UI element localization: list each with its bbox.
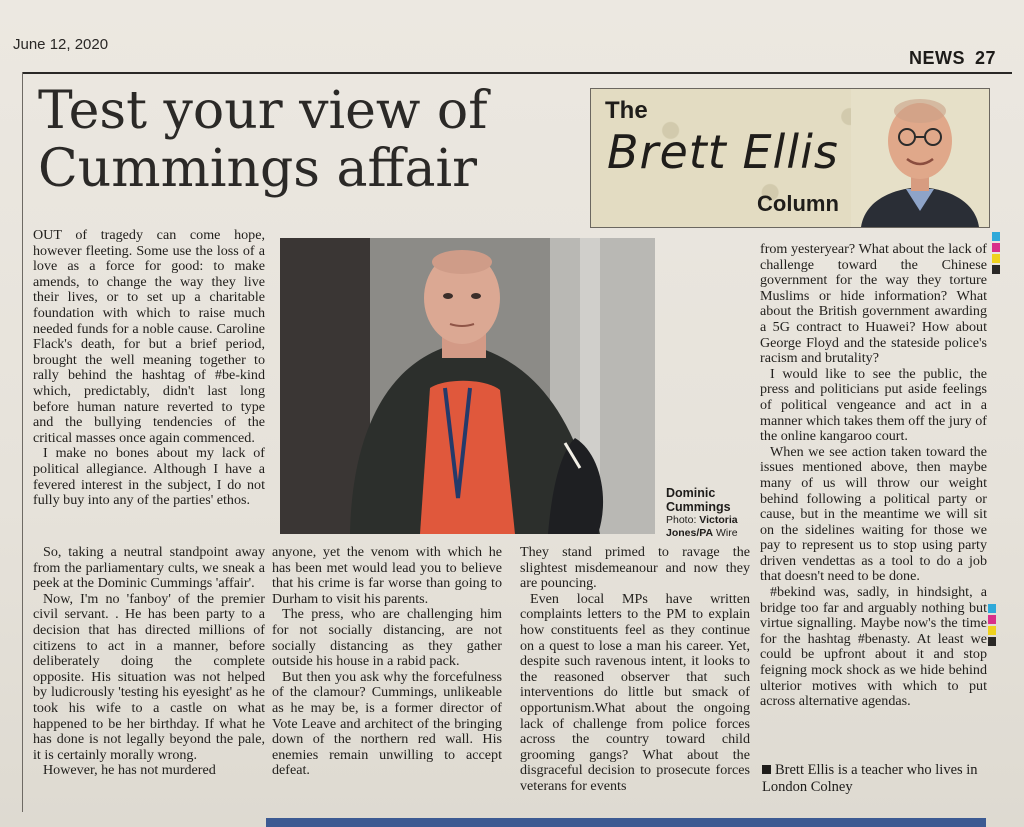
banner-columnist-name: Brett Ellis <box>607 125 839 179</box>
body-paragraph: I make no bones about my lack of political allegiance. Although I have a fevered interest in the subject, I do not fully buy into any of the parties' ethos. <box>33 445 265 509</box>
body-paragraph: anyone, yet the venom with which he has been met would lead you to believe that his crime is far worse than going to Durham to visit his parents. <box>272 544 502 607</box>
body-paragraph: But then you ask why the forcefulness of the clamour? Cummings, unlikeable as he may be, is a former director of Vote Leave and architect of the bringing down of the northern red wall. His enemies remain unwilling to accept defeat. <box>272 668 502 779</box>
next-article-bar <box>266 818 986 827</box>
body-column-2 <box>272 545 502 779</box>
body-column-1 <box>33 228 265 509</box>
columnist-portrait <box>851 89 989 227</box>
print-registration-marks <box>992 232 1000 276</box>
body-paragraph: So, taking a neutral standpoint away from the parliamentary cults, we sneak a peek at the Dominic Cummings 'affair'. <box>33 544 265 592</box>
credit-agency: Wire <box>716 527 738 539</box>
left-column-rule <box>22 72 23 812</box>
headline-line-1: Test your view of <box>38 81 488 141</box>
body-column-1-lower <box>33 545 265 779</box>
page-number: 27 <box>974 48 996 68</box>
body-paragraph: OUT of tragedy can come hope, however fleeting. Some use the loss of a love as a force for good: to make amends, to change the way they live their lives, or to set up a charitable foundation with which to raise much needed funds for a noble cause. Caroline Flack's death, for but a brief period, brought the well meaning together to rally behind the hashtag of #be-kind which, predictably, didn't last long before human nature reverted to type and the bullying tendencies of the critical masses once again commenced. <box>33 227 265 446</box>
credit-label: Photo: <box>666 514 697 526</box>
caption-name-line-1: Dominic <box>666 486 716 500</box>
section-header <box>909 48 996 69</box>
body-column-4 <box>760 242 987 710</box>
article-photo <box>280 238 655 534</box>
body-paragraph: from yesteryear? What about the lack of challenge toward the Chinese government for the way they torture Muslims or hide information? What about the British government awarding a 5G contract to Huawei? How about George Floyd and the stateside police's racism and brutality? <box>760 241 987 367</box>
credit-name: Victoria Jones/PA <box>666 514 738 539</box>
photo-caption <box>666 486 756 540</box>
body-paragraph: #bekind was, sadly, in hindsight, a bridge too far and arguably nothing but virtue signalling. Maybe now's the time for the hashtag #benasty. At least we could be upfront about it and stop feigning mock shock as we hide behind ulterior motives with which to put across alternative agendas. <box>760 584 987 710</box>
headline-line-2: Cummings affair <box>38 139 477 199</box>
body-paragraph: However, he has not murdered <box>43 762 216 779</box>
article-headline <box>38 82 558 198</box>
body-paragraph: Now, I'm no 'fanboy' of the premier civil servant. . He has been party to a decision that has directed millions of citizens to act in a manner, before deliberately doing the complete opposite. His situation was not helped by ludicrously 'testing his eyesight' as he took his wife to a castle on what happened to be her birthday. If what he has done is not legally beyond the pale, it is certainly morally wrong. <box>33 590 265 763</box>
section-name: NEWS <box>908 48 965 68</box>
header-rule <box>22 72 1012 74</box>
print-registration-marks <box>988 604 996 648</box>
byline-text: Brett Ellis is a teacher who lives in London Colney <box>762 762 978 795</box>
body-paragraph: I would like to see the public, the press and politicians put aside feelings of political vengeance and act in a manner which takes them off the jury of the online kangaroo court. <box>760 365 987 445</box>
issue-date: June 12, 2020 <box>13 36 109 53</box>
banner-prefix: The <box>605 97 648 124</box>
column-banner <box>590 88 990 228</box>
body-column-3 <box>520 545 750 795</box>
body-paragraph: The press, who are challenging him for not socially distancing, are not socially distancing as they gather outside his house in a rabid pack. <box>272 606 502 670</box>
byline-square-icon <box>762 765 771 774</box>
body-paragraph: Even local MPs have written complaints letters to the PM to explain how constituents feel as they continue on a quest to lose a man his career. Yet, despite such ravenous intent, it looks to the reasoned observer that such interventions do little but smack of opportunism.What about the ongoing lack of challenge from police forces across the country toward child grooming gangs? What about the disgraceful decision to prosecute forces veterans for events <box>520 590 750 794</box>
body-paragraph: When we see action taken toward the issues mentioned above, then maybe many of us will throw our weight behind following a political party or cause, but in the meantime we will sit on the sidelines waiting for those we pay to represent us to stop using party driven vendettas as a tool to do a job that doesn't need to be done. <box>760 443 987 585</box>
caption-name-line-2: Cummings <box>666 500 731 514</box>
author-byline <box>762 762 992 796</box>
banner-suffix: Column <box>757 191 839 216</box>
photo-credit <box>666 514 756 540</box>
body-paragraph: They stand primed to ravage the slightest misdemeanour and now they are pouncing. <box>520 544 750 592</box>
